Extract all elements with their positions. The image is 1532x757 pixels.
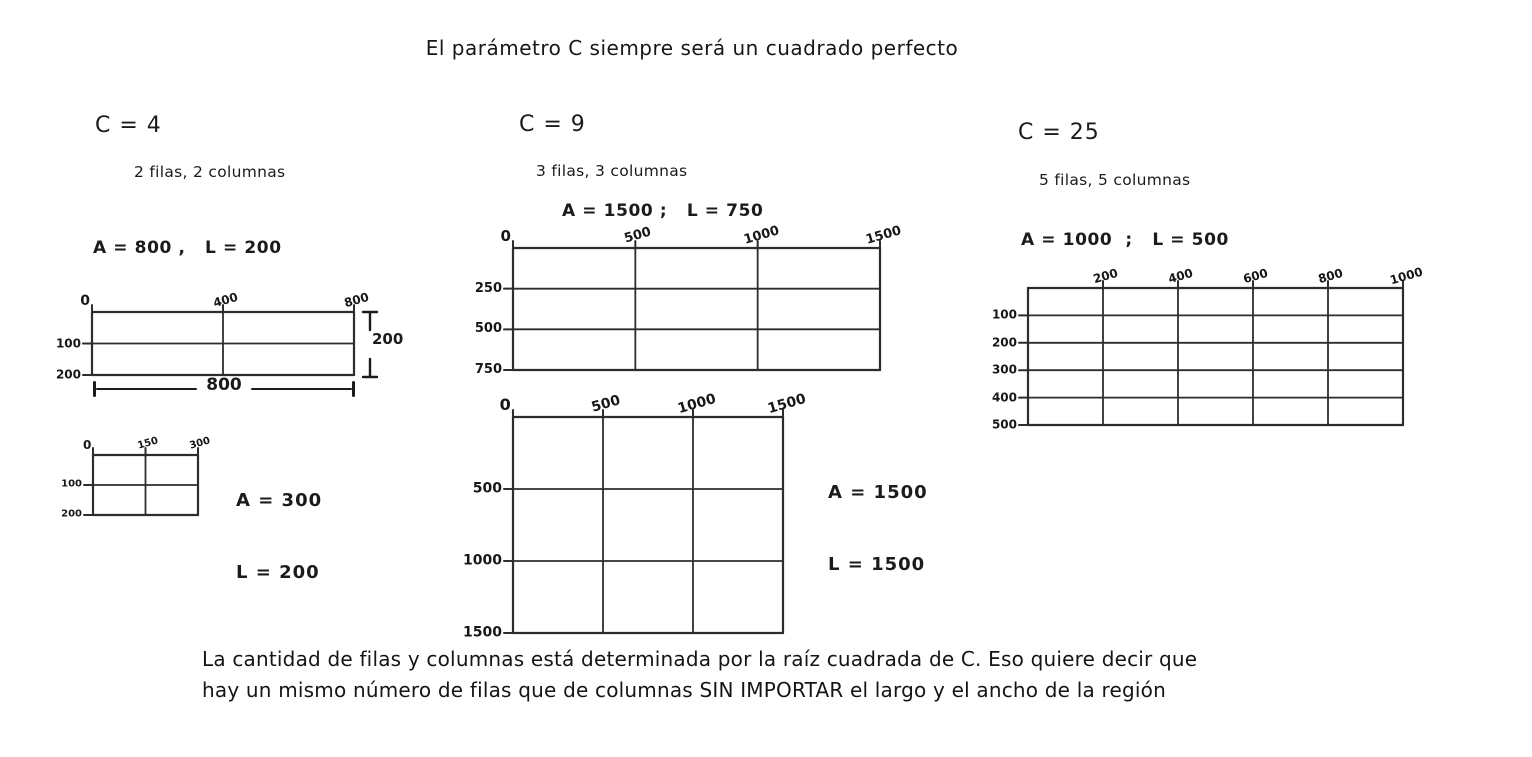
x-tick-label: 500 (622, 224, 654, 247)
page-title: El parámetro C siempre será un cuadrado perfecto (425, 36, 959, 60)
c9-grid-2 (463, 390, 808, 641)
c4-formula-1: A = 800 , L = 200 (93, 238, 282, 258)
c4-formula-2 (236, 446, 322, 628)
c4-grid-2 (61, 435, 212, 520)
c4-label: C = 4 (95, 113, 162, 138)
c9-formula-2-line2: L = 1500 (828, 554, 926, 575)
grid-lines (1028, 288, 1403, 425)
x-tick-label: 0 (80, 293, 91, 309)
y-tick-label: 750 (474, 361, 502, 377)
y-tick-label: 100 (991, 307, 1017, 322)
height-dimension-label: 200 (372, 330, 404, 348)
y-tick-label: 400 (991, 389, 1017, 404)
c25-label: C = 25 (1018, 120, 1100, 145)
y-tick-label: 100 (55, 335, 81, 350)
y-tick-label: 200 (991, 335, 1017, 350)
grid-lines (513, 248, 880, 370)
x-tick-label: 400 (1166, 265, 1195, 287)
x-tick-label: 1000 (741, 223, 781, 248)
y-tick-label: 200 (61, 508, 82, 520)
x-tick-label: 1500 (765, 390, 808, 418)
c4-formula-2-line1: A = 300 (236, 490, 323, 511)
x-tick-label: 800 (1316, 265, 1345, 287)
c9-formula-2 (828, 438, 928, 620)
footer-note (202, 644, 1382, 706)
c4-grid-1 (55, 289, 371, 382)
grid-lines (92, 312, 354, 375)
x-tick-label: 1000 (675, 390, 718, 418)
x-tick-label: 800 (342, 289, 371, 311)
c4-formula-2-line2: L = 200 (236, 562, 320, 583)
c9-dims-label: 3 filas, 3 columnas (536, 162, 688, 180)
x-tick-label: 300 (188, 435, 212, 452)
footer-line-1: La cantidad de filas y columnas está determinada por la raíz cuadrada de C. Eso quiere decir que (202, 647, 1198, 671)
y-tick-label: 250 (474, 280, 502, 296)
x-tick-label: 150 (135, 435, 159, 452)
dimension-line (96, 388, 197, 391)
x-tick-label: 200 (1091, 265, 1120, 287)
y-tick-label: 1500 (463, 624, 502, 641)
y-tick-label: 500 (472, 480, 502, 497)
c9-label: C = 9 (519, 112, 586, 137)
y-tick-label: 500 (991, 417, 1017, 432)
c25-grid-1 (991, 264, 1425, 432)
x-tick-label: 0 (499, 395, 511, 414)
x-tick-label: 400 (211, 289, 240, 311)
x-tick-label: 600 (1241, 265, 1270, 287)
y-tick-label: 100 (61, 478, 82, 490)
footer-line-2: hay un mismo número de filas que de columnas SIN IMPORTAR el largo y el ancho de la región (202, 678, 1166, 702)
dimension-endcap (352, 381, 355, 397)
c25-dims-label: 5 filas, 5 columnas (1039, 171, 1191, 189)
grid-lines (513, 417, 783, 633)
x-tick-label: 0 (500, 227, 511, 245)
y-tick-label: 200 (55, 367, 81, 382)
c9-formula-2-line1: A = 1500 (828, 482, 928, 503)
x-tick-label: 1000 (1388, 264, 1425, 288)
width-dimension (93, 375, 355, 397)
c4-dims-label: 2 filas, 2 columnas (134, 163, 286, 181)
x-tick-label: 500 (589, 392, 623, 416)
c9-grid-1 (474, 223, 904, 377)
x-tick-label: 0 (82, 438, 92, 452)
y-tick-label: 300 (991, 362, 1017, 377)
width-dimension-label: 800 (206, 375, 242, 395)
y-tick-label: 1000 (463, 552, 502, 569)
grid-lines (93, 455, 198, 515)
c25-formula-1: A = 1000 ; L = 500 (1021, 230, 1229, 250)
x-tick-label: 1500 (864, 223, 904, 248)
y-tick-label: 500 (474, 321, 502, 337)
dimension-line (251, 388, 352, 391)
c9-formula-1: A = 1500 ; L = 750 (562, 201, 764, 221)
